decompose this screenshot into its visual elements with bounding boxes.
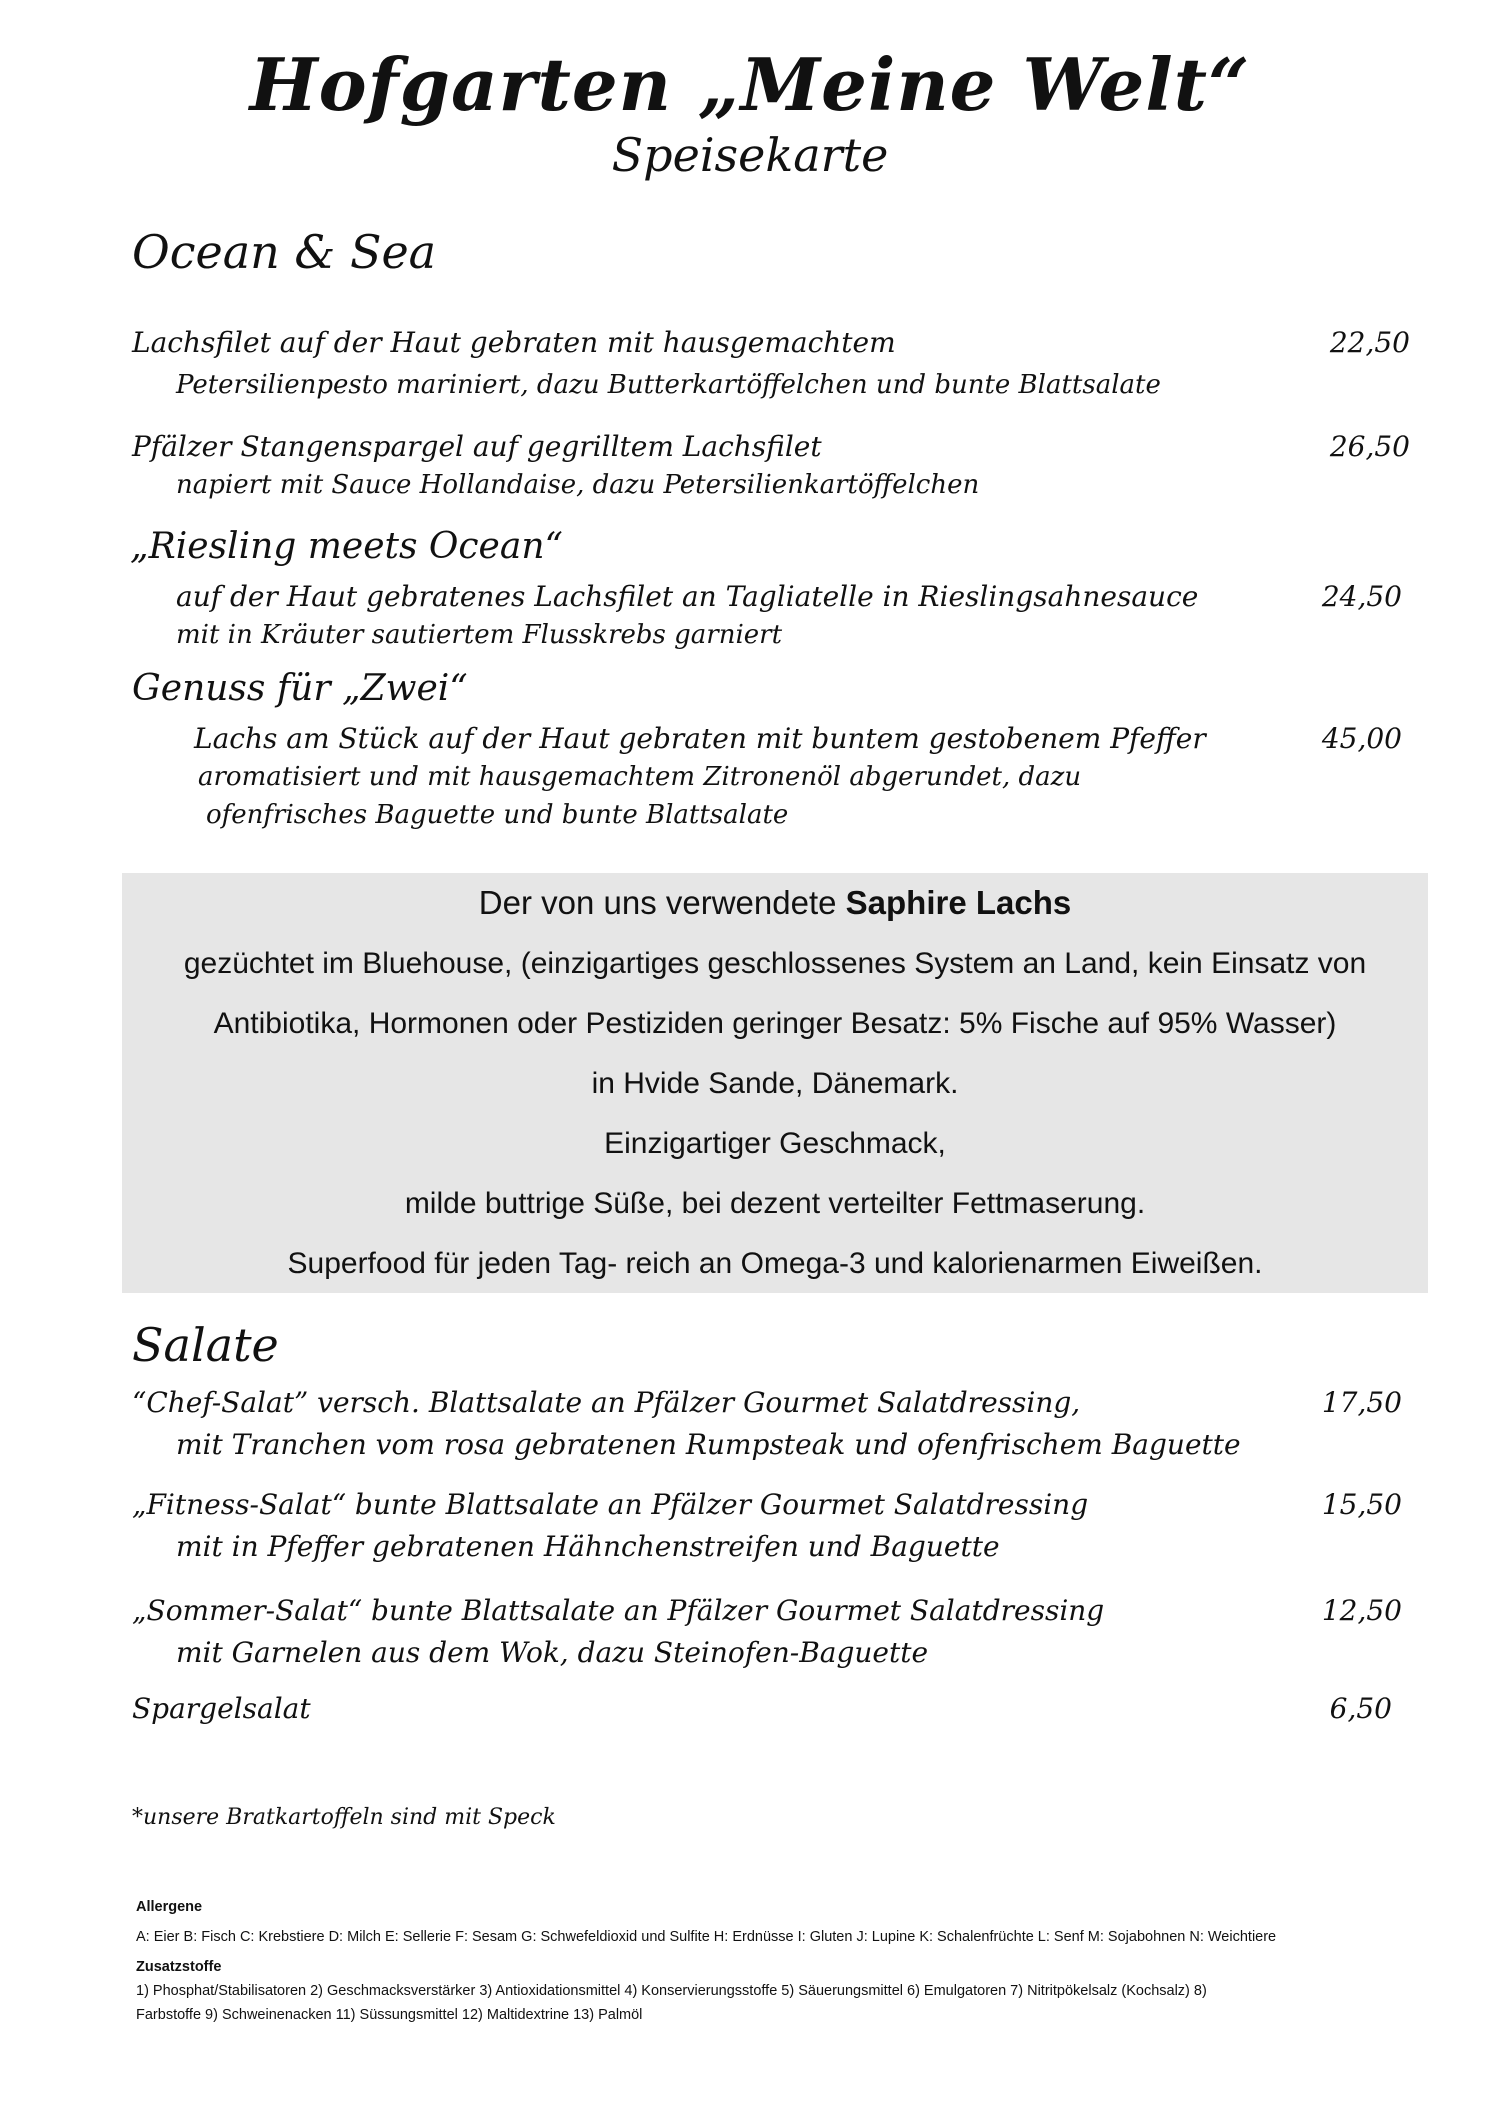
- salate-item-1-title: “Chef-Salat” versch. Blattsalate an Pfälzer Gourmet Salatdressing,: [132, 1386, 1081, 1419]
- salate-item-2-price: 15,50: [1321, 1488, 1402, 1521]
- salate-item-3-price: 12,50: [1321, 1594, 1402, 1627]
- info-line-3: Antibiotika, Hormonen oder Pestiziden geringer Besatz: 5% Fische auf 95% Wasser): [213, 1007, 1337, 1040]
- salate-item-3-desc: mit Garnelen aus dem Wok, dazu Steinofen-Baguette: [176, 1636, 929, 1669]
- salate-item-3-title: „Sommer-Salat“ bunte Blattsalate an Pfälzer Gourmet Salatdressing: [132, 1594, 1105, 1627]
- allergens-list: A: Eier B: Fisch C: Krebstiere D: Milch E: Sellerie F: Sesam G: Schwefeldioxid und Sulfite H: Erdnüsse I: Gluten J: Lupine K: Schalenfrüchte L: Senf M: Sojabohnen N: Weichtiere: [136, 1929, 1277, 1945]
- ocean-item-4-title: Genuss für „Zwei“: [132, 668, 468, 709]
- salate-item-4-price: 6,50: [1329, 1692, 1392, 1725]
- ocean-item-3-price: 24,50: [1321, 580, 1402, 613]
- bratkartoffeln-footnote: *unsere Bratkartoffeln sind mit Speck: [132, 1805, 556, 1830]
- ocean-item-4-desc-1: Lachs am Stück auf der Haut gebraten mit buntem gestobenem Pfeffer: [194, 722, 1206, 755]
- allergens-heading: Allergene: [136, 1899, 203, 1915]
- info-line-6: milde buttrige Süße, bei dezent verteilter Fettmaserung.: [404, 1187, 1146, 1220]
- salate-item-2-desc: mit in Pfeffer gebratenen Hähnchenstreifen und Baguette: [176, 1530, 1000, 1563]
- info-line-4: in Hvide Sande, Dänemark.: [591, 1067, 959, 1100]
- additives-heading: Zusatzstoffe: [136, 1959, 222, 1975]
- salate-item-2-title: „Fitness-Salat“ bunte Blattsalate an Pfälzer Gourmet Salatdressing: [132, 1488, 1089, 1521]
- salate-item-1-price: 17,50: [1321, 1386, 1402, 1419]
- ocean-item-3-title: „Riesling meets Ocean“: [130, 526, 563, 567]
- info-line-7: Superfood für jeden Tag- reich an Omega-3 und kalorienarmen Eiweißen.: [287, 1247, 1263, 1280]
- info-line-5: Einzigartiger Geschmack,: [604, 1127, 946, 1160]
- ocean-item-2-desc: napiert mit Sauce Hollandaise, dazu Petersilienkartöffelchen: [176, 470, 980, 500]
- ocean-item-3-desc-2: mit in Kräuter sautiertem Flusskrebs garniert: [176, 620, 783, 650]
- additives-line-1: 1) Phosphat/Stabilisatoren 2) Geschmacksverstärker 3) Antioxidationsmittel 4) Konservierungsstoffe 5) Säuerungsmittel 6) Emulgatoren 7) Nitritpökelsalz (Kochsalz) 8): [136, 1983, 1207, 1999]
- ocean-item-1-price: 22,50: [1329, 326, 1410, 359]
- ocean-item-1-desc: Petersilienpesto mariniert, dazu Butterkartöffelchen und bunte Blattsalate: [176, 370, 1161, 400]
- info-headline-brand: Saphire Lachs: [845, 884, 1072, 921]
- info-headline: [122, 884, 1428, 922]
- section-heading-ocean: Ocean & Sea: [132, 225, 437, 279]
- salate-item-1-desc: mit Tranchen vom rosa gebratenen Rumpsteak und ofenfrischem Baguette: [176, 1428, 1241, 1461]
- section-heading-salate: Salate: [132, 1318, 279, 1372]
- ocean-item-2-title: Pfälzer Stangenspargel auf gegrilltem Lachsfilet: [132, 430, 822, 463]
- ocean-item-3-desc-1: auf der Haut gebratenes Lachsfilet an Tagliatelle in Rieslingsahnesauce: [176, 580, 1199, 613]
- page-subtitle: Speisekarte: [611, 128, 889, 182]
- ocean-item-4-price: 45,00: [1321, 722, 1402, 755]
- ocean-item-4-desc-3: ofenfrisches Baguette und bunte Blattsalate: [206, 800, 789, 830]
- info-headline-prefix: Der von uns verwendete: [478, 884, 846, 921]
- page-title: Hofgarten „Meine Welt“: [249, 42, 1251, 127]
- additives-line-2: Farbstoffe 9) Schweinenacken 11) Süssungsmittel 12) Maltidextrine 13) Palmöl: [136, 2007, 643, 2023]
- ocean-item-1-title: Lachsfilet auf der Haut gebraten mit hausgemachtem: [132, 326, 896, 359]
- ocean-item-2-price: 26,50: [1329, 430, 1410, 463]
- info-line-2: gezüchtet im Bluehouse, (einzigartiges geschlossenes System an Land, kein Einsatz von: [183, 947, 1367, 980]
- salate-item-4-title: Spargelsalat: [132, 1692, 311, 1725]
- ocean-item-4-desc-2: aromatisiert und mit hausgemachtem Zitronenöl abgerundet, dazu: [198, 762, 1082, 792]
